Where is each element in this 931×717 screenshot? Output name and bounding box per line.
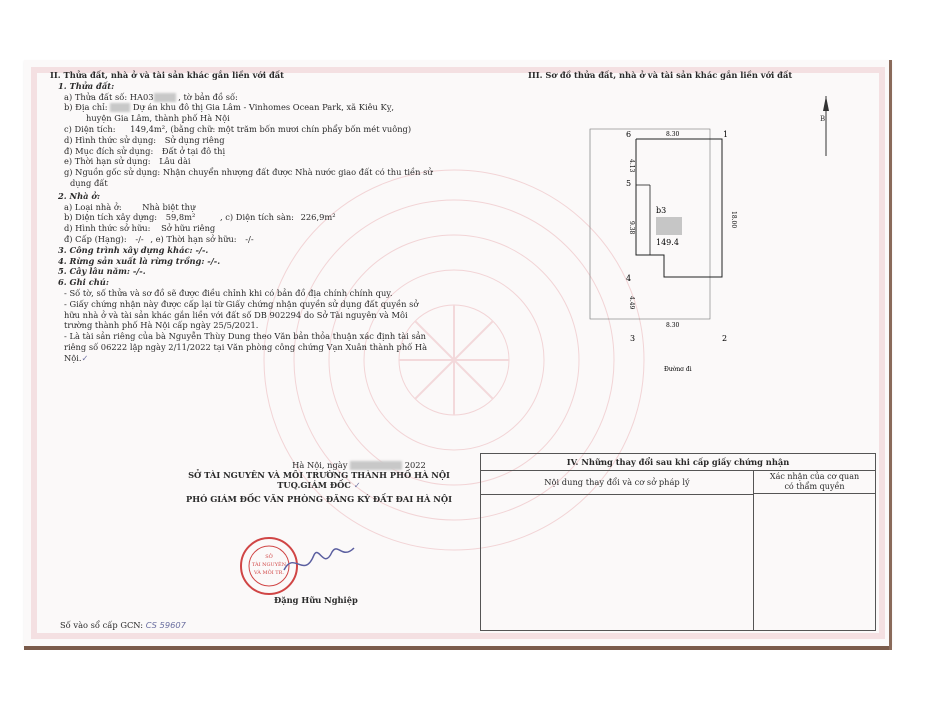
- check-mark-icon: ✓: [353, 480, 361, 490]
- origin-line2: dụng đất: [70, 177, 108, 188]
- point-4: 4: [626, 273, 632, 283]
- official-stamp-and-signature: [234, 530, 374, 600]
- road-label: Đường đi: [664, 365, 692, 371]
- term-row: e) Thời hạn sử dụng: Lâu dài: [64, 156, 191, 167]
- dim-left-bottom: 4.49: [628, 295, 635, 310]
- signing-block: [144, 460, 494, 504]
- parcel-number-row: a) Thửa đất số: HA03 , tờ bản đồ số:: [64, 91, 238, 102]
- check-mark-icon: ✓: [81, 352, 89, 363]
- dim-bottom: 8.30: [666, 321, 680, 329]
- section4-title: IV. Những thay đổi sau khi cấp giấy chứng nhận: [481, 454, 875, 471]
- note-line: hữu nhà ở và tài sản khác gắn liền với đất số DB 902294 do Sở Tài nguyên và Môi: [64, 309, 408, 320]
- section-land-info: [50, 70, 480, 364]
- note-line: riêng số 06222 lập ngày 2/11/2022 tại Văn phòng công chứng Vạn Xuân thành phố Hà: [64, 341, 428, 352]
- parcel-area: 149.4: [656, 237, 679, 247]
- section3-title: III. Sơ đồ thửa đất, nhà ở và tài sản khác gắn liền với đất: [528, 70, 793, 80]
- note-line: - Là tài sản riêng của bà Nguyễn Thùy Dung theo Văn bản thỏa thuận xác định tài sản: [64, 331, 427, 342]
- redacted-box: [350, 461, 402, 470]
- org-name: SỞ TÀI NGUYÊN VÀ MÔI TRƯỜNG THÀNH PHỐ HÀ NỘI: [188, 470, 450, 480]
- point-1: 1: [723, 129, 729, 139]
- stamp-text: SỞ: [265, 554, 273, 560]
- stamp-text: VÀ MÔI TR.: [254, 570, 284, 576]
- origin-row: g) Nguồn gốc sử dụng: Nhận chuyển nhượng đất được Nhà nước giao đất có thu tiền sử: [64, 167, 433, 178]
- point-5: 5: [626, 178, 632, 188]
- table-divider: [753, 494, 754, 630]
- parcel-label: b3: [656, 205, 667, 215]
- north-arrow-icon: [823, 96, 829, 156]
- section-diagram: [480, 70, 880, 374]
- use-form-row: d) Hình thức sử dụng: Sử dụng riêng: [64, 134, 225, 145]
- place-date: Hà Nội, ngày 2022: [292, 460, 426, 470]
- grade-row: đ) Cấp (Hạng): -/- , e) Thời hạn sở hữu: -/-: [64, 233, 254, 244]
- stamp-text: TÀI NGUYÊN: [251, 562, 287, 568]
- redacted-box: [656, 217, 682, 235]
- dim-top: 8.30: [666, 130, 680, 138]
- notes: [50, 288, 480, 364]
- address-line2: huyện Gia Lâm, thành phố Hà Nội: [86, 113, 230, 124]
- signature: [284, 548, 354, 570]
- point-2: 2: [722, 333, 728, 343]
- purpose-row: đ) Mục đích sử dụng: Đất ở tại đô thị: [64, 145, 226, 156]
- item4: 4. Rừng sản xuất là rừng trồng: -/-.: [58, 255, 221, 266]
- changes-col-content: Nội dung thay đổi và cơ sở pháp lý: [481, 470, 754, 495]
- dim-left-mid: 9.38: [628, 220, 635, 235]
- deputy-title: PHÓ GIÁM ĐỐC VĂN PHÒNG ĐĂNG KÝ ĐẤT ĐAI HÀ NỘI: [186, 494, 452, 504]
- redacted-box: [110, 103, 130, 112]
- dim-left-top: 4.13: [628, 158, 635, 173]
- house-type-row: a) Loại nhà ở: Nhà biệt thự: [64, 201, 196, 212]
- page-edge: [24, 646, 892, 650]
- house-heading: 2. Nhà ở:: [58, 190, 101, 201]
- note-line: - Số tờ, số thửa và sơ đồ sẽ được điều chỉnh khi có bản đồ địa chính chính quy.: [64, 287, 393, 298]
- section2-title: II. Thửa đất, nhà ở và tài sản khác gắn liền với đất: [50, 70, 284, 80]
- point-3: 3: [630, 333, 636, 343]
- notes-heading: 6. Ghi chú:: [58, 277, 109, 288]
- address-row: b) Địa chỉ: Dự án khu đô thị Gia Lâm - Vinhomes Ocean Park, xã Kiêu Kỵ,: [64, 102, 395, 113]
- signer-name: Đặng Hữu Nghiệp: [274, 595, 358, 605]
- registration-number: Số vào sổ cấp GCN: CS 59607: [60, 620, 186, 630]
- land-heading: 1. Thửa đất:: [58, 80, 115, 91]
- page-edge: [889, 60, 892, 650]
- point-6: 6: [626, 129, 632, 139]
- changes-col-confirm: Xác nhận của cơ quan có thẩm quyền: [754, 470, 875, 494]
- certificate-page: [24, 60, 892, 646]
- item3: 3. Công trình xây dựng khác: -/-.: [58, 244, 209, 255]
- area-row: c) Diện tích: 149,4m², (bằng chữ: một trăm bốn mươi chín phẩy bốn mét vuông): [64, 123, 412, 134]
- parcel-diagram: [480, 81, 880, 371]
- north-label: B: [820, 114, 826, 123]
- item5: 5. Cây lâu năm: -/-.: [58, 266, 146, 277]
- ownership-row: d) Hình thức sở hữu: Sở hữu riêng: [64, 223, 216, 234]
- house-area-row: b) Diện tích xây dựng: 59,8m² , c) Diện tích sàn: 226,9m²: [64, 212, 336, 223]
- tuq-label: TUQ.GIÁM ĐỐC ✓: [277, 480, 361, 490]
- note-line: Nội.✓: [64, 352, 89, 363]
- changes-table: [480, 453, 876, 631]
- dim-right: 18.00: [730, 210, 737, 228]
- redacted-box: [154, 93, 176, 102]
- note-line: trường thành phố Hà Nội cấp ngày 25/5/2021.: [64, 320, 259, 331]
- note-line: - Giấy chứng nhận này được cấp lại từ Giấy chứng nhận quyền sử dụng đất quyền sở: [64, 298, 419, 309]
